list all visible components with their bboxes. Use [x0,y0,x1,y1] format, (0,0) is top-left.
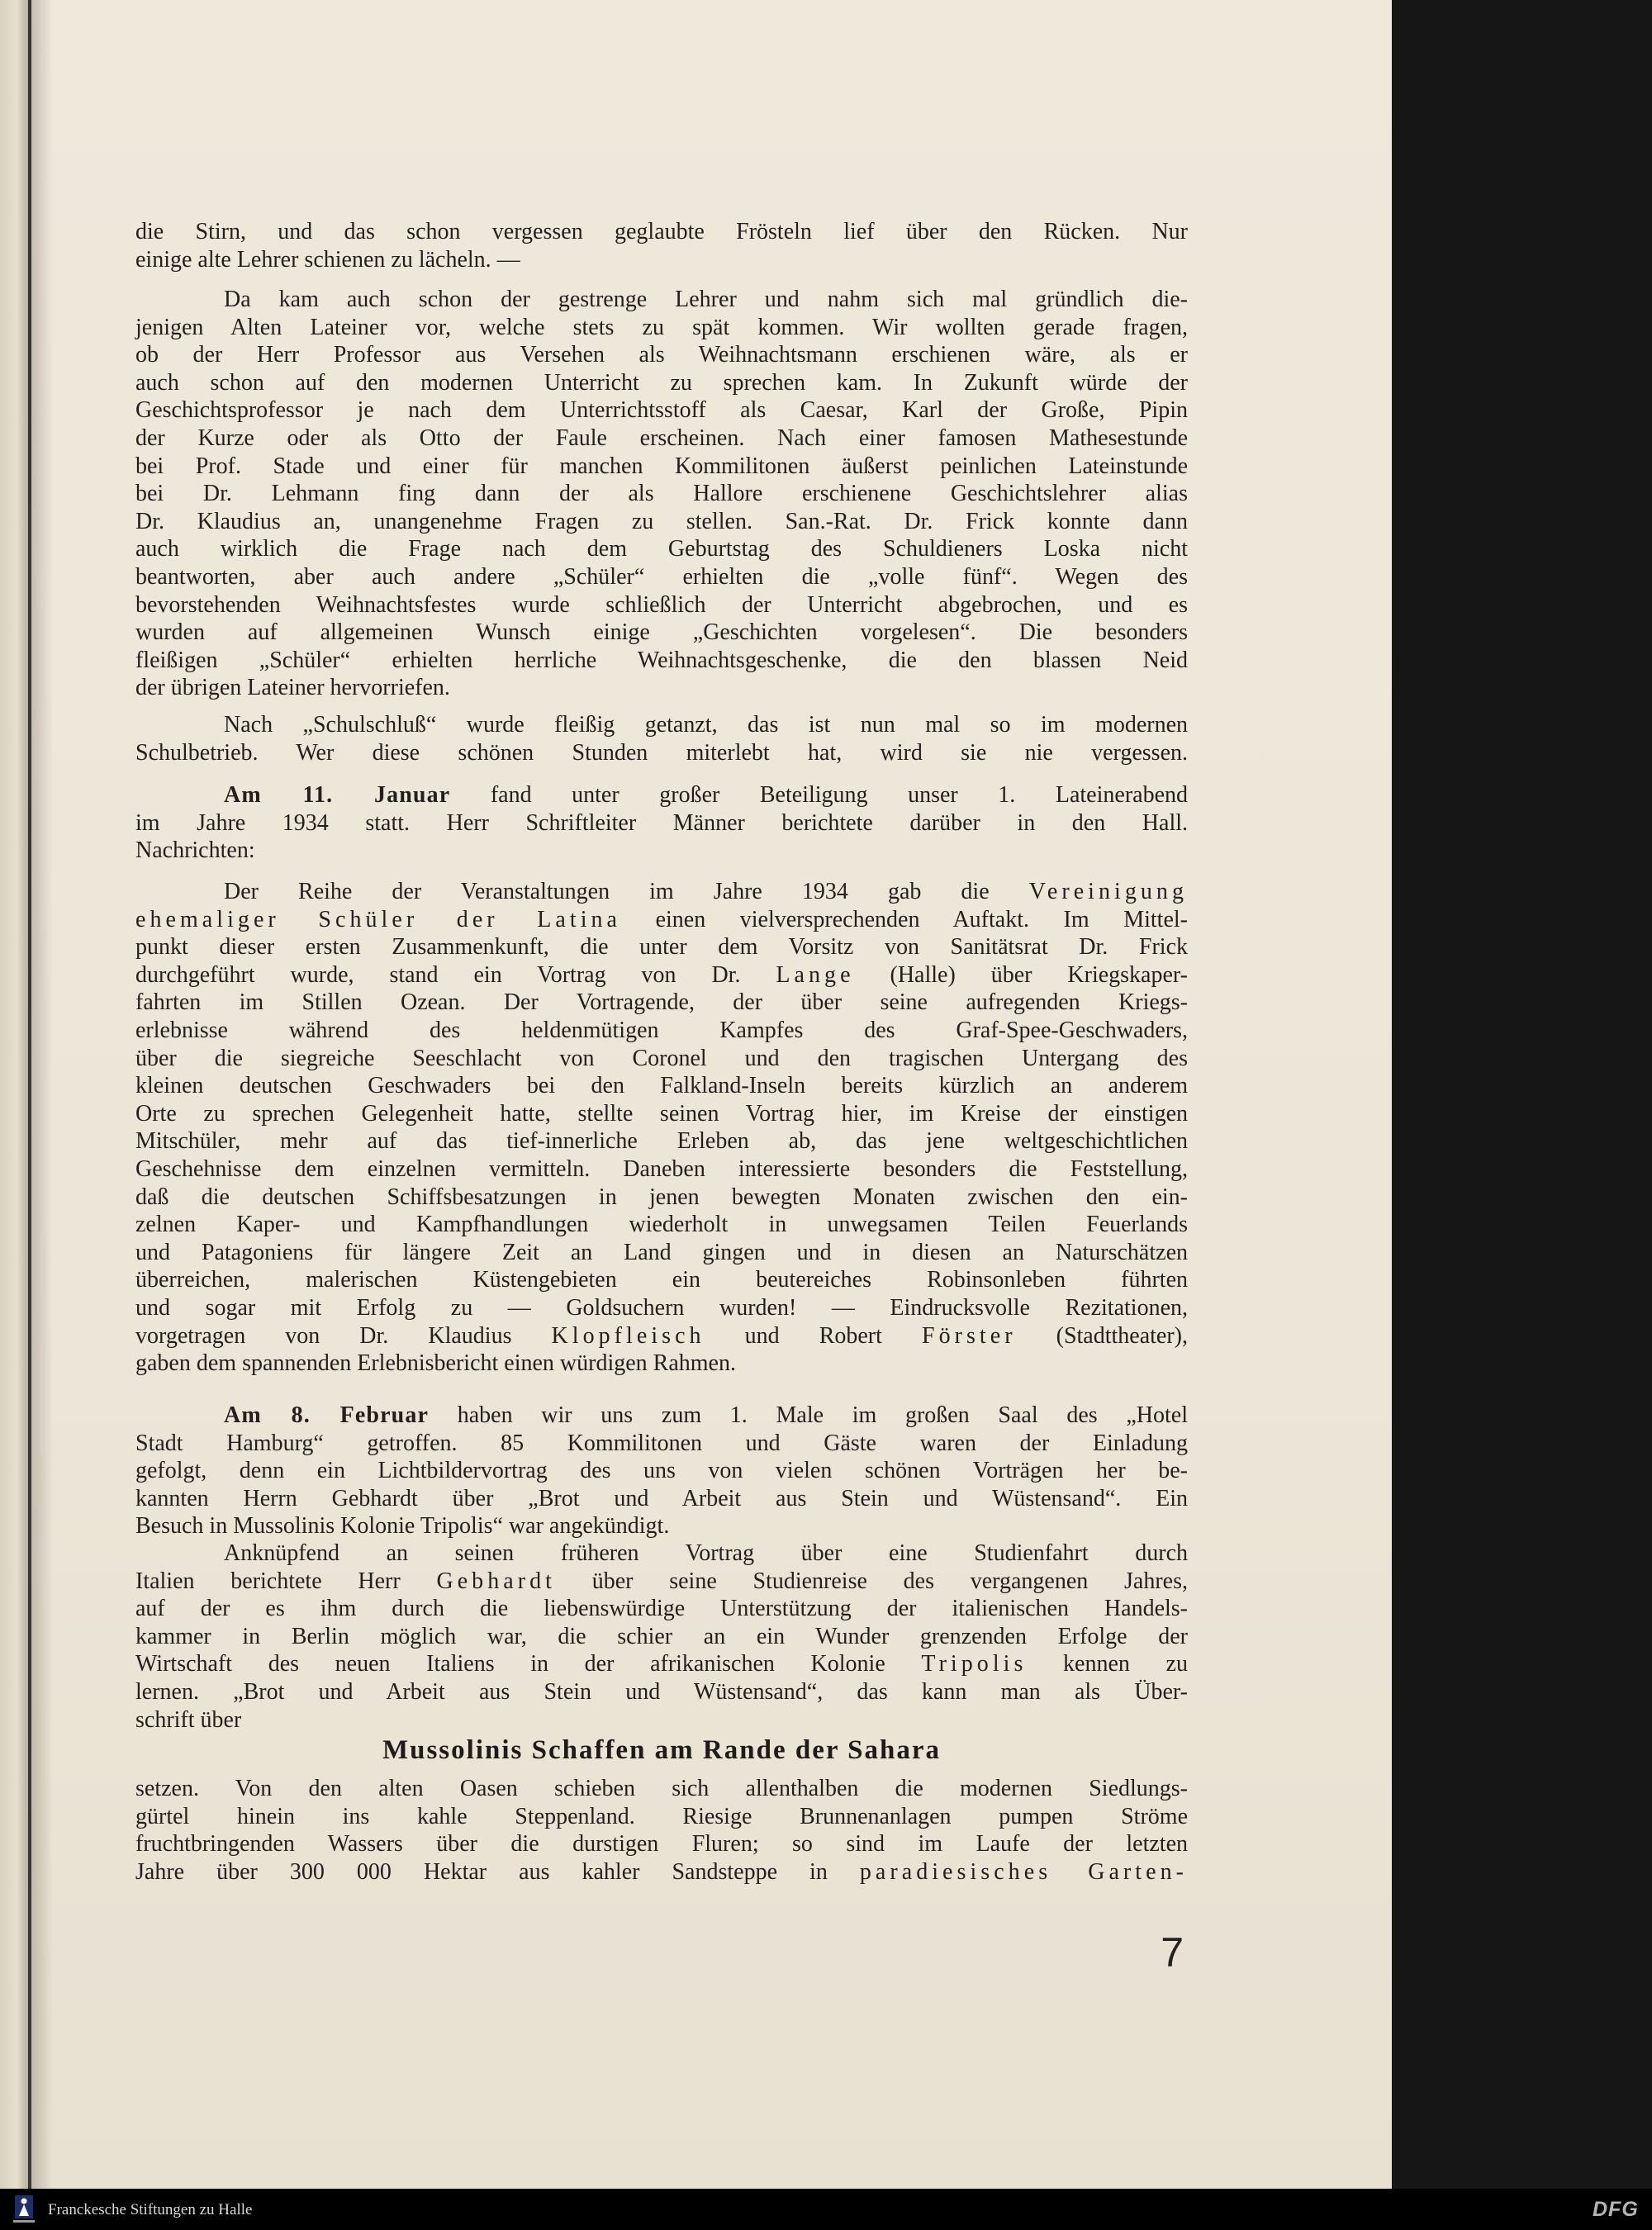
document-page [31,0,1392,2189]
text-line: kannten Herrn Gebhardt über „Brot und Arbeit aus Stein und Wüstensand“. Ein [135,1485,1188,1511]
text-line: schrift über [135,1706,242,1733]
paragraph-lehrer [135,286,1188,702]
text-line: Schulbetrieb. Wer diese schönen Stunden miterlebt hat, wird sie nie vergessen. [135,739,1188,766]
section-heading: Mussolinis Schaffen am Rande der Sahara [382,1735,942,1765]
text-line: auch schon auf den modernen Unterricht zu sprechen kam. In Zukunft würde der [135,369,1188,396]
text-line: Stadt Hamburg“ getroffen. 85 Kommilitonen und Gäste waren der Einladung [135,1430,1188,1456]
spaced-emphasis: Gebhardt [436,1568,556,1594]
text-line: Geschehnisse dem einzelnen vermitteln. Daneben interessierte besonders die Feststellung, [135,1155,1188,1182]
text-line: Orte zu sprechen Gelegenheit hatte, stellte seinen Vortrag hier, im Kreise der einstigen [135,1100,1188,1127]
text-line: über die siegreiche Seeschlacht von Coronel und den tragischen Untergang des [135,1045,1188,1071]
institution-name: Franckesche Stiftungen zu Halle [48,2201,253,2218]
text-line: ehemaliger Schüler der Latina einen vielversprechenden Auftakt. Im Mittel- [135,906,1188,932]
text-line: Wirtschaft des neuen Italiens in der afrikanischen Kolonie Tripolis kennen zu [135,1651,1188,1677]
text-line: kleinen deutschen Geschwaders bei den Falkland-Inseln bereits kürzlich an anderem [135,1073,1188,1099]
text-line: Nachrichten: [135,837,255,864]
text-line: Jahre über 300 000 Hektar aus kahler Sandsteppe in paradiesisches Garten- [135,1858,1188,1885]
text-line: bei Prof. Stade und einer für manchen Kommilitonen äußerst peinlichen Lateinstunde [135,453,1188,479]
text-line: und sogar mit Erfolg zu — Goldsuchern wurden! — Eindrucksvolle Rezitationen, [135,1294,1188,1321]
text-line: Dr. Klaudius an, unangenehme Fragen zu stellen. San.-Rat. Dr. Frick konnte dann [135,508,1188,534]
text-line: Der Reihe der Veranstaltungen im Jahre 1934 gab die Vereinigung [224,879,1188,904]
spaced-emphasis: Förster [921,1322,1017,1349]
spaced-emphasis: Klopfleisch [551,1322,705,1349]
text-line: vorgetragen von Dr. Klaudius Klopfleisch und Robert Förster (Stadttheater), [135,1322,1188,1349]
text-line: zelnen Kaper- und Kampfhandlungen wiederholt in unwegsamen Teilen Feuerlands [135,1212,1188,1238]
text-line: lernen. „Brot und Arbeit aus Stein und Wüstensand“, das kann man als Über- [135,1678,1188,1705]
text-line: setzen. Von den alten Oasen schieben sich allenthalben die modernen Siedlungs- [135,1776,1188,1801]
text-line: gaben dem spannenden Erlebnisbericht einen würdigen Rahmen. [135,1350,736,1377]
adjacent-page-edge [0,0,28,2189]
paragraph-vortrag-lange [135,878,1188,1378]
paragraph-11-januar [135,781,1188,865]
spaced-emphasis: Tripolis [921,1651,1028,1677]
text-line: gefolgt, denn ein Lichtbildervortrag des uns von vielen schönen Vorträgen her be- [135,1458,1188,1484]
text-line: erlebnisse während des heldenmütigen Kampfes des Graf-Spee-Geschwaders, [135,1017,1188,1043]
text-line: bei Dr. Lehmann fing dann der als Hallore erschienene Geschichtslehrer alias [135,481,1188,507]
text-line: Mitschüler, mehr auf das tief-innerliche Erleben ab, das jene weltgeschichtlichen [135,1128,1188,1155]
paragraph-schulschluss [135,711,1188,766]
viewer-footer-bar [0,2189,1652,2230]
bold-date-lead: Am 8. Februar [224,1402,430,1428]
text-line: beantworten, aber auch andere „Schüler“ erhielten die „volle fünf“. Wegen des [135,563,1188,590]
paragraph-gebhardt [135,1540,1188,1734]
text-line: Italien berichtete Herr Gebhardt über seine Studienreise des vergangenen Jahres, [135,1568,1188,1594]
spaced-emphasis: Vereinigung [1028,879,1188,904]
text-line: auch wirklich die Frage nach dem Geburtstag des Schuldieners Loska nicht [135,536,1188,562]
paragraph-continuation [135,218,1188,273]
text-line: auf der es ihm durch die liebenswürdige Unterstützung der italienischen Handels- [135,1596,1188,1622]
text-line: kammer in Berlin möglich war, die schier an ein Wunder grenzenden Erfolge der [135,1623,1188,1649]
text-line: und Patagoniens für längere Zeit an Land gingen und in diesen an Naturschätzen [135,1239,1188,1265]
text-line: punkt dieser ersten Zusammenkunft, die unter dem Vorsitz von Sanitätsrat Dr. Frick [135,934,1188,961]
text-line: Am 8. Februar haben wir uns zum 1. Male im großen Saal des „Hotel [224,1402,1188,1428]
text-line: einige alte Lehrer schienen zu lächeln. — [135,246,520,273]
franckesche-stiftungen-logo-icon [10,2194,38,2225]
text-line: überreichen, malerischen Küstengebieten ein beutereiches Robinsonleben führten [135,1267,1188,1293]
spaced-emphasis: ehemaliger Schüler der Latina [135,906,622,932]
text-line: Nach „Schulschluß“ wurde fleißig getanzt, das ist nun mal so im modernen [224,712,1188,738]
text-line: gürtel hinein ins kahle Steppenland. Riesige Brunnenanlagen pumpen Ströme [135,1803,1188,1829]
spaced-emphasis: paradiesisches Garten- [859,1858,1188,1885]
text-line: jenigen Alten Lateiner vor, welche stets zu spät kommen. Wir wollten gerade fragen, [135,314,1188,340]
text-line: Besuch in Mussolinis Kolonie Tripolis“ war angekündigt. [135,1513,670,1540]
bold-date-lead: Am 11. Januar [224,782,451,808]
text-line: im Jahre 1934 statt. Herr Schriftleiter Männer berichtete darüber in den Hall. [135,809,1188,836]
text-line: Geschichtsprofessor je nach dem Unterrichtsstoff als Caesar, Karl der Große, Pipin [135,397,1188,424]
paragraph-sahara [135,1775,1188,1886]
text-line: fruchtbringenden Wassers über die durstigen Fluren; so sind im Laufe der letzten [135,1831,1188,1858]
text-line: Am 11. Januar fand unter großer Beteiligung unser 1. Lateinerabend [224,782,1188,808]
text-line: Anknüpfend an seinen früheren Vortrag über eine Studienfahrt durch [224,1540,1188,1566]
text-line: der Kurze oder als Otto der Faule erscheinen. Nach einer famosen Mathesestunde [135,425,1188,451]
text-line: fahrten im Stillen Ozean. Der Vortragende, der über seine aufregenden Kriegs- [135,989,1188,1016]
text-line: ob der Herr Professor aus Versehen als Weihnachtsmann erschienen wäre, als er [135,342,1188,368]
text-line: der übrigen Lateiner hervorriefen. [135,675,450,701]
text-line: die Stirn, und das schon vergessen geglaubte Frösteln lief über den Rücken. Nur [135,219,1188,244]
text-line: daß die deutschen Schiffsbesatzungen in jenen bewegten Monaten zwischen den ein- [135,1184,1188,1210]
text-line: fleißigen „Schüler“ erhielten herrliche Weihnachtsgeschenke, die den blassen Neid [135,647,1188,673]
text-line: wurden auf allgemeinen Wunsch einige „Geschichten vorgelesen“. Die besonders [135,619,1188,646]
text-line: durchgeführt wurde, stand ein Vortrag von Dr. Lange (Halle) über Kriegskaper- [135,961,1188,988]
paragraph-8-februar [135,1402,1188,1540]
spaced-emphasis: Lange [776,961,855,988]
dfg-logo: DFG [1593,2198,1639,2221]
text-line: Da kam auch schon der gestrenge Lehrer und nahm sich mal gründlich die- [224,287,1188,312]
page-number: 7 [1161,1929,1184,1976]
text-line: bevorstehenden Weihnachtsfestes wurde schließlich der Unterricht abgebrochen, und es [135,591,1188,618]
